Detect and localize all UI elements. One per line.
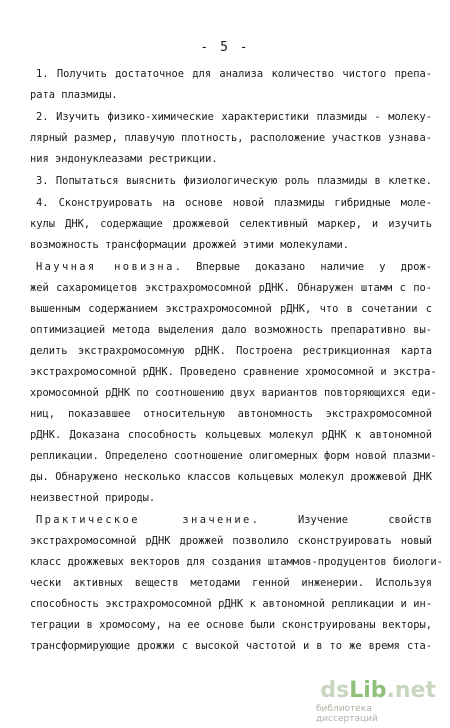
text-line: кулы ДНК, содержащие дрожжевой селективный маркер, и изучить	[30, 218, 432, 230]
text-line: 3. Попытаться выяснить физиологическую роль плазмиды в клетке.	[36, 175, 432, 187]
text-line: 2. Изучить физико-химические характеристики плазмиды - молеку-	[36, 111, 432, 123]
text-line: экстрахромосомной рДНК. Проведено сравнение хромосомной и экстра-	[30, 366, 437, 378]
text-line: чески активных веществ методами генной инженерии. Используя	[30, 577, 432, 589]
text-line: жей сахаромицетов экстрахромосомной рДНК. Обнаружен штамм с по-	[30, 282, 432, 294]
text-line: рата плазмиды.	[30, 89, 118, 101]
text-line: 4. Сконструировать на основе новой плазмиды гибридные моле-	[36, 197, 432, 209]
section-heading-novelty: Научная новизна. Впервые доказано наличие у дрож-	[36, 261, 432, 273]
text-line: оптимизацией метода выделения дало возможность препаративно вы-	[30, 324, 432, 336]
text-line: теграции в хромосому, на ее основе были сконструированы векторы,	[30, 619, 432, 631]
text-line: неизвестной природы.	[30, 492, 156, 504]
text-line: рДНК. Доказана способность кольцевых молекул рДНК к автономной	[30, 429, 432, 441]
text-line: ды. Обнаружено несколько классов кольцевых молекул дрожжевой ДНК	[30, 471, 432, 483]
text-line: ния эндонуклеазами рестрикции.	[30, 153, 218, 165]
text-line: класс дрожжевых векторов для создания штаммов-продуцентов биологи-	[30, 556, 443, 568]
text-line: репликации. Определено соотношение олигомерных форм новой плазми-	[30, 450, 437, 462]
watermark-subtitle: библиотека диссертаций	[316, 704, 378, 724]
text-line: 1. Получить достаточное для анализа количество чистого препа-	[36, 68, 432, 80]
watermark-brand-a: ds	[320, 678, 350, 703]
text-line: ниц, показавшее относительную автономность экстрахромосомной	[30, 408, 432, 420]
dslib-watermark	[316, 678, 436, 724]
watermark-brand-b: Lib	[349, 678, 387, 703]
text-line: экстрахромосомной рДНК дрожжей позволило сконструировать новый	[30, 535, 432, 547]
watermark-brand-c: .net	[386, 678, 436, 703]
watermark-logo	[320, 678, 436, 703]
text-line: лярный размер, плавучую плотность, расположение участков узнава-	[30, 132, 432, 144]
text-line: вышенным содержанием экстрахромосомной рДНК, что в сочетании с	[30, 303, 432, 315]
text-line: возможность трансформации дрожжей этими молекулами.	[30, 239, 350, 251]
text-line: делить экстрахромосомную рДНК. Построена рестрикционная карта	[30, 345, 432, 357]
page-number: - 5 -	[200, 40, 250, 55]
text-line: хромосомной рДНК по соотношению двух вариантов повторяющихся еди-	[30, 387, 437, 399]
text-line: трансформирующие дрожжи с высокой частотой и в то же время ста-	[30, 640, 432, 652]
section-heading-practical: Практическое значение. Изучение свойств	[36, 514, 432, 526]
text-line: способность экстрахромосомной рДНК к автономной репликации и ин-	[30, 598, 432, 610]
